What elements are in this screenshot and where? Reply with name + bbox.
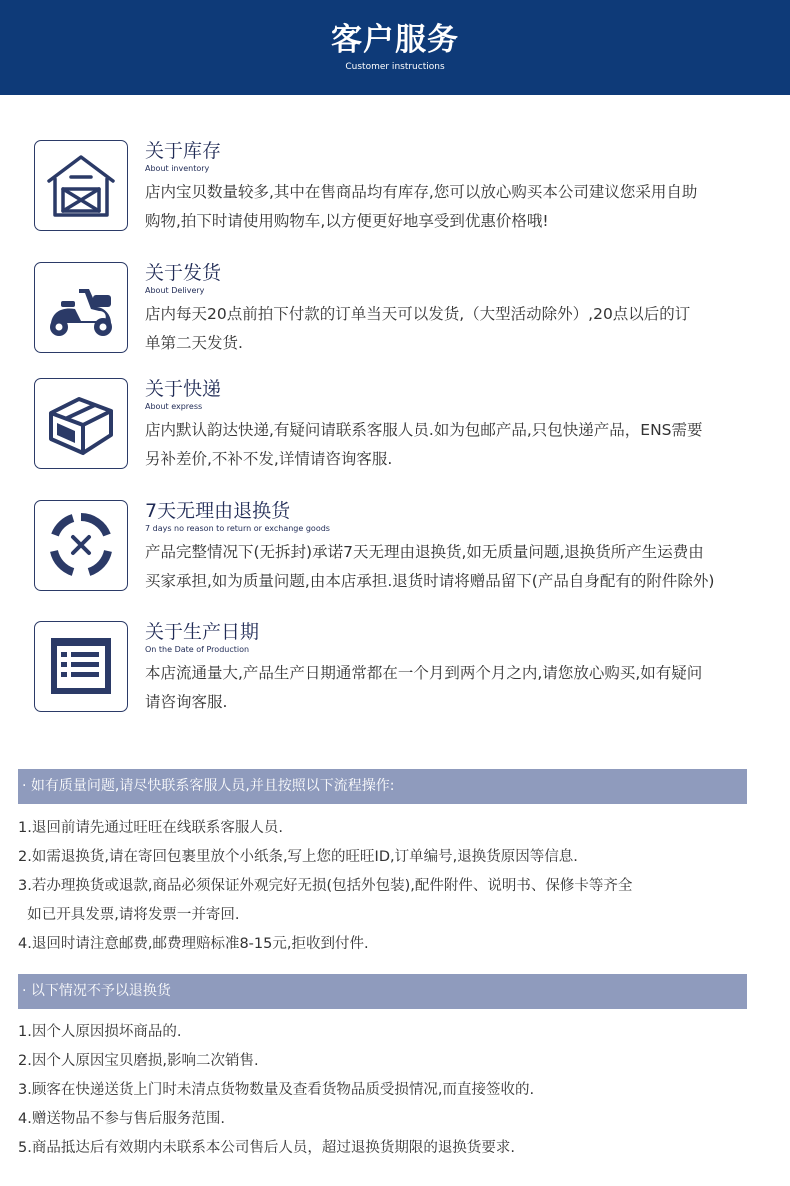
section-line: 店内默认韵达快递,有疑问请联系客服人员.如为包邮产品,只包快递产品，ENS需要 [145, 421, 703, 439]
section-title: 7天无理由退换货 [145, 500, 291, 522]
page-title: 客户服务 [331, 22, 459, 58]
document-list-icon [34, 621, 128, 712]
section-inventory [0, 140, 790, 240]
section-title: 关于生产日期 [145, 621, 260, 643]
process-banner: · 如有质量问题,请尽快联系客服人员,并且按照以下流程操作: [18, 769, 747, 804]
section-title: 关于库存 [145, 140, 222, 162]
section-body [145, 178, 770, 236]
list-item: 4.赠送物品不参与售后服务范围. [18, 1111, 225, 1127]
section-subtitle: About Delivery [145, 286, 205, 295]
scooter-delivery-icon [34, 262, 128, 353]
exclusions-banner: · 以下情况不予以退换货 [18, 974, 747, 1009]
list-item: 如已开具发票,请将发票一并寄回. [18, 907, 240, 923]
list-item: 2.因个人原因宝贝磨损,影响二次销售. [18, 1053, 259, 1069]
section-body [145, 416, 770, 474]
section-subtitle: About inventory [145, 164, 210, 173]
page-subtitle: Customer instructions [345, 62, 445, 72]
section-subtitle: About express [145, 402, 203, 411]
package-box-icon [34, 378, 128, 469]
section-body [145, 538, 770, 596]
section-line: 店内宝贝数量较多,其中在售商品均有库存,您可以放心购买本公司建议您采用自助 [145, 183, 698, 201]
warehouse-icon [34, 140, 128, 231]
return-cross-icon [34, 500, 128, 591]
section-line: 买家承担,如为质量问题,由本店承担.退货时请将赠品留下(产品自身配有的附件除外) [145, 572, 715, 590]
section-line: 另补差价,不补不发,详情请咨询客服. [145, 450, 393, 468]
list-item: 5.商品抵达后有效期内未联系本公司售后人员，超过退换货期限的退换货要求. [18, 1140, 515, 1156]
section-subtitle: 7 days no reason to return or exchange goods [145, 524, 330, 533]
section-production-date [0, 621, 790, 721]
list-item: 2.如需退换货,请在寄回包裹里放个小纸条,写上您的旺旺ID,订单编号,退换货原因等信息. [18, 849, 578, 865]
list-item: 1.退回前请先通过旺旺在线联系客服人员. [18, 820, 283, 836]
list-item: 4.退回时请注意邮费,邮费理赔标准8-15元,拒收到付件. [18, 936, 369, 952]
exclusions-list [18, 1018, 778, 1163]
list-item: 1.因个人原因损坏商品的. [18, 1024, 182, 1040]
process-list [18, 814, 778, 959]
section-line: 购物,拍下时请使用购物车,以方便更好地享受到优惠价格哦! [145, 212, 549, 230]
section-line: 本店流通量大,产品生产日期通常都在一个月到两个月之内,请您放心购买,如有疑问 [145, 664, 703, 682]
section-line: 请咨询客服. [145, 693, 228, 711]
section-line: 单第二天发货. [145, 334, 243, 352]
list-item: 3.若办理换货或退款,商品必须保证外观完好无损(包括外包装),配件附件、说明书、保修卡等齐全 [18, 878, 633, 894]
section-line: 产品完整情况下(无拆封)承诺7天无理由退换货,如无质量问题,退换货所产生运费由 [145, 543, 704, 561]
section-body [145, 300, 770, 358]
section-delivery [0, 262, 790, 362]
section-line: 店内每天20点前拍下付款的订单当天可以发货,（大型活动除外）,20点以后的订 [145, 305, 691, 323]
section-body [145, 659, 770, 717]
section-returns [0, 500, 790, 600]
section-title: 关于发货 [145, 262, 222, 284]
page-header [0, 0, 790, 95]
section-express [0, 378, 790, 478]
section-title: 关于快递 [145, 378, 222, 400]
section-subtitle: On the Date of Production [145, 645, 250, 654]
list-item: 3.顾客在快递送货上门时未清点货物数量及查看货物品质受损情况,而直接签收的. [18, 1082, 535, 1098]
